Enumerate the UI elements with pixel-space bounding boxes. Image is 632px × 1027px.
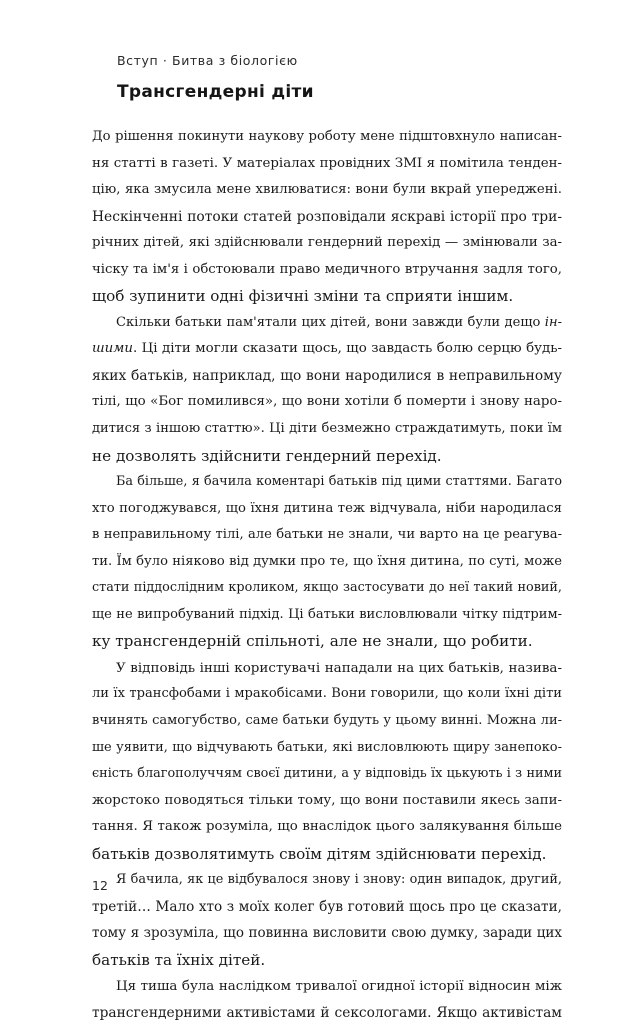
text-line: ня статті в газеті. У матеріалах провідних ЗМІ я помітила тенден- — [92, 155, 562, 171]
text-line: дитися з іншою статтю». Ці діти безмежно страждатимуть, поки їм — [92, 421, 562, 437]
text-line: щоб зупинити одні фізичні зміни та сприяти іншим. — [92, 287, 514, 306]
emphasis: ін- — [544, 314, 562, 330]
text-line: тання. Я також розуміла, що внаслідок цього залякування більше — [92, 819, 562, 835]
text-line: Я бачила, як це відбувалося знову і знову: один випадок, другий, — [116, 872, 562, 888]
text-line: тому я зрозуміла, що повинна висловити свою думку, заради цих — [92, 925, 562, 942]
text-line: До рішення покинути наукову роботу мене підштовхнуло написан- — [92, 129, 562, 144]
text-line: Ба більше, я бачила коментарі батьків під цими статтями. Багато — [116, 474, 562, 490]
text-line: У відповідь інші користувачі нападали на цих батьків, назива- — [116, 659, 562, 676]
text-line: річних дітей, які здійснювали гендерний перехід — змінювали за- — [92, 235, 562, 251]
text-line: ше уявити, що відчувають батьки, які висловлюють щиру занепоко- — [92, 739, 562, 755]
text-line: стати піддослідним кроликом, якщо застосувати до неї такий новий, — [92, 580, 562, 596]
text-line: трансгендерними активістами й сексологами. Якщо активістам — [92, 1005, 562, 1022]
text-line: в неправильному тілі, але батьки не знали, чи варто на це реагува- — [92, 527, 562, 543]
text-line: єність благополуччям своєї дитини, а у відповідь їх цькують і з ними — [92, 766, 562, 782]
text-line: не дозволять здійснити гендерний перехід. — [92, 446, 442, 465]
text-line: ку трансгендерній спільноті, але не знали, що робити. — [92, 632, 533, 651]
text-line: Нескінченні потоки статей розповідали яскраві історії про три- — [92, 208, 562, 225]
text-line: батьків дозволятимуть своїм дітям здійснювати перехід. — [92, 844, 547, 863]
text-line: цію, яка змусила мене хвилюватися: вони були вкрай упереджені. — [92, 182, 562, 198]
text-line: жорстоко поводяться тільки тому, що вони поставили якесь запи- — [92, 792, 562, 808]
text-line: хто погоджувався, що їхня дитина теж відчувала, ніби народилася — [92, 500, 562, 516]
running-head: Вступ · Битва з біологією — [117, 53, 298, 68]
text-line: чіску та ім'я і обстоювали право медичного втручання задля того, — [92, 261, 562, 277]
text-line: ти. Їм було ніяково від думки про те, що їхня дитина, по суті, може — [92, 553, 562, 569]
text-line: Ця тиша була наслідком тривалої огидної історії відносин між — [116, 978, 562, 994]
text-line: ще не випробуваний підхід. Ці батьки висловлювали чітку підтрим- — [92, 606, 562, 622]
body-text — [92, 124, 562, 1027]
page-number: 12 — [92, 878, 108, 893]
text-line: тілі, що «Бог помилився», що вони хотіли б померти і знову наро- — [92, 394, 562, 410]
text-line: вчинять самогубство, саме батьки будуть у цьому винні. Можна ли- — [92, 713, 562, 729]
text-line: третій… Мало хто з моїх колег був готовий щось про це сказати, — [92, 898, 562, 915]
text-line: шими. Ці діти могли сказати щось, що завдасть болю серцю будь- — [92, 341, 562, 357]
text-line: яких батьків, наприклад, що вони народилися в неправильному — [92, 367, 562, 384]
text-line: Скільки батьки пам'ятали цих дітей, вони завжди були дещо ін- — [116, 314, 562, 330]
text-line: батьків та їхніх дітей. — [92, 950, 266, 969]
emphasis: шими — [92, 341, 133, 357]
text-line: ли їх трансфобами і мракобісами. Вони говорили, що коли їхні діти — [92, 686, 562, 702]
section-title: Трансгендерні діти — [117, 82, 314, 102]
